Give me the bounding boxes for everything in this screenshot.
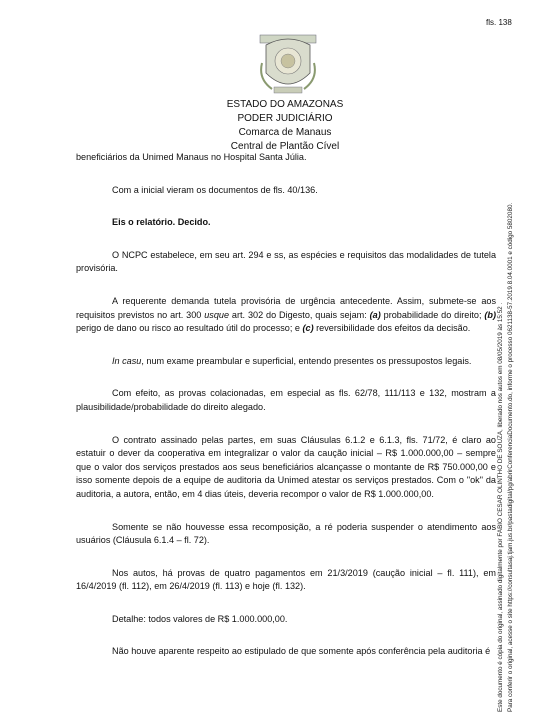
paragraph: Somente se não houvesse essa recomposição, a ré poderia suspender o atendimento aos usuários (Cláusula 6.1.4 – fl. 72). [76,521,496,546]
document-body [76,151,496,678]
header-district: Comarca de Manaus [238,127,332,138]
paragraph: Nos autos, há provas de quatro pagamentos em 21/3/2019 (caução inicial – fl. 111), em 16/4/2019 (fl. 112), em 26/4/2019 (fl. 113) e hoje (fl. 132). [76,567,496,592]
paragraph: Com a inicial vieram os documentos de fls. 40/136. [112,184,318,195]
stamp-line: Para conferir o original, acesse o site https://consultasaj.tjam.jus.br/pastadigital/pg/abrirConferenciaDocumento.do, informe o processo 0621138-57.2019.8.04.0001 e código 5802080. [506,202,514,712]
paragraph: O NCPC estabelece, em seu art. 294 e ss, as espécies e requisitos das modalidades de tutela provisória. [76,249,496,274]
paragraph: Detalhe: todos valores de R$ 1.000.000,00. [112,613,288,624]
italic-text: In casu [112,355,142,366]
text-run: reversibilidade dos efeitos da decisão. [313,323,471,334]
paragraph-report [76,216,496,230]
header-state: ESTADO DO AMAZONAS [226,99,344,110]
item-marker: (c) [302,323,314,334]
text-run: probabilidade do direito; [380,309,485,320]
header-court: Central de Plantão Cível [230,141,340,152]
digital-signature-stamp [496,32,515,712]
header-judiciary: PODER JUDICIÁRIO [237,113,333,124]
paragraph: O contrato assinado pelas partes, em suas Cláusulas 6.1.2 e 6.1.3, fls. 71/72, é claro ao estatuir o dever da cooperativa em integralizar o valor da caução inicial – R$ 1.000.000,00 – sempre que o valor dos serviços prestados aos seus beneficiários alcançasse o montante de R$ 750.000,00 e isso somente depois de a equipe de auditoria da Unimed atestar os serviços prestados. Com o "ok" da auditoria, a autora, então, em 4 dias úteis, deveria recompor o valor de R$ 1.000.000,00. [76,434,496,499]
paragraph [76,295,496,336]
item-marker: (a) [369,309,381,320]
coat-of-arms-emblem [258,33,318,97]
text-run: art. 302 do Digesto, quais sejam: [229,309,370,320]
italic-text: usque [204,309,230,320]
text-run: perigo de dano ou risco ao resultado útil do processo; e [76,323,303,334]
paragraph: beneficiários da Unimed Manaus no Hospital Santa Júlia. [76,152,307,162]
paragraph: Com efeito, as provas colacionadas, em especial as fls. 62/78, 111/113 e 132, mostram a plausibilidade/probabilidade do direito alegado. [76,388,496,412]
paragraph: Não houve aparente respeito ao estipulado de que somente após conferência pela auditoria é [112,646,491,657]
text-run: , num exame preambular e superficial, entendo presentes os pressupostos legais. [141,355,472,366]
item-marker: (b) [484,309,496,320]
paragraph [76,355,496,369]
bold-text: Eis o relatório. Decido. [112,217,211,228]
text-run: A requerente demanda tutela provisória de urgência antecedente. Assim, submete-se aos requisitos previstos no art. 300 [76,295,496,320]
stamp-line: Este documento é cópia do original, assinado digitalmente por FABIO CESAR OLINTHO DE SOUZA, liberado nos autos em 08/05/2019 às 15:52 . [497,302,504,712]
document-header [0,98,543,154]
page-number: fls. 138 [486,18,512,27]
